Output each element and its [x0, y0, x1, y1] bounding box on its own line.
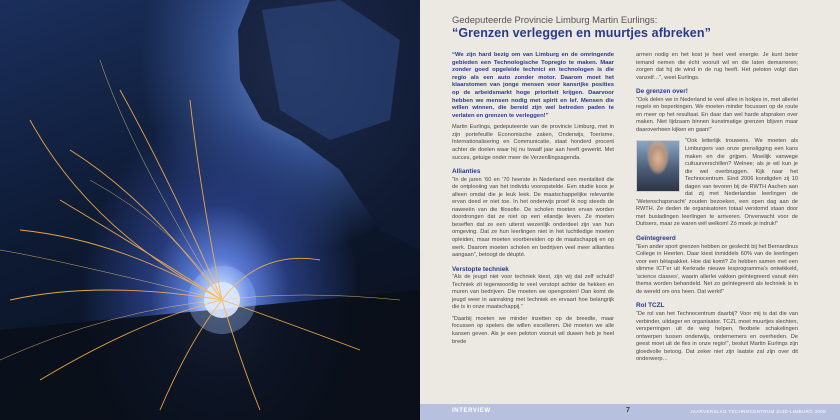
heading-de-grenzen-over: De grenzen over!: [636, 88, 688, 96]
article-column-2: [636, 52, 798, 368]
paragraph-grenzen: “Ook delen we in Nederland te veel alles in hokjes in, met allerlei regels en beperkingen. We moeten minder focussen op de route en meer op het resultaat. En daar dan wel harde afspraken over maken. Niet lijdzaam binnen kunstmatige grenzen blijven maar daaroverheen kijken en gaan!”: [636, 96, 798, 133]
footer-publication: JAARVERSLAG TECHNOCENTRUM ZUID-LIMBURG 2006: [690, 409, 826, 414]
heading-geintegreerd: Geïntegreerd: [636, 235, 676, 243]
article-column-1: [452, 52, 614, 350]
paragraph-geintegreerd: “Een ander sport grenzen hebben ze geslecht bij het Bernardinus College in Heerlen. Daar kiest inmiddels 60% van de leerlingen voor een bètapakket. Hoe dat komt? Ze hebben samen met een slimme ICT’er uit Kerkrade nieuwe lesprogramma’s ontwikkeld, ‘science classes’, waarin allerlei vakken geïntegreerd vanuit één thema worden behandeld. Net zo geïntegreerd als techniek is in de wereld om ons heen. Dat werkt!”: [636, 243, 798, 295]
intro-paragraph: Martin Eurlings, gedeputeerde van de provincie Limburg, met in zijn portefeuille Economische zaken, Onderwijs, Toerisme, Internationalisering en Communicatie, staat honderd procent achter de doelen waar hij nu twaalf jaar aan heeft gewerkt. Met succes, getuige onder meer de Verzenllingsagenda.: [452, 124, 614, 161]
article-page: [420, 0, 840, 420]
paragraph-rol-tczl: “De rol van het Technocentrum daarbij? Voor mij is dat die van verbinder, uitdager en organisator. TCZL moet muurtjes slechten, versperringen uit de weg helpen, flexibele schakelingen ontwerpen tussen onderwijs, ondernemers en overheden. De geest moet uit de fles in onze regio!”, besluit Martin Eurlings zijn gloedvolle betoog. Dat zeker niet zijn laatste zal zijn over dit onderwerp…: [636, 310, 798, 363]
lead-paragraph: “We zijn hard bezig om van Limburg en de omringende gebieden een Technologische Topregio te maken. Maar zonder goed opgeleide technici en technologen is die regio als een auto zonder motor. Daarom moet het klaarstomen van jonge mensen voor kansrijke posities op de arbeidsmarkt hoge prioriteit krijgen. Daarvoor hebben we mensen nodig met spirit en lef. Mensen die willen winnen, die bereid zijn wel betreden paden te verlaten en grenzen te verleggen!”: [452, 52, 614, 119]
article-title: “Grenzen verleggen en muurtjes afbreken”: [452, 26, 711, 40]
paragraph-verstopte-techniek: “Als de jeugd niet voor techniek kiest, zijn wij dat zelf schuld! Techniek zit tegenwoordig te veel verstopt achter de hekken en muren van bedrijven. Die moeten we opengooien! Dan komt de jeugd weer in aanraking met techniek en ervaart hoe belangrijk die is in onze maatschappij.”: [452, 274, 614, 311]
page-footer: [420, 404, 840, 420]
heading-allianties: Allianties: [452, 168, 481, 176]
paragraph-col2-top: armen nodig en het kost je heel veel energie. Je kunt beter iemand nemen die écht vooruit wil en die laten demarreren; zorgen dat hij de wind in de rug heeft. Het peloton volgt dan vanzelf…”, weet Eurlings.: [636, 52, 798, 81]
heading-rol-tczl: Rol TCZL: [636, 302, 665, 310]
heading-verstopte-techniek: Verstopte techniek: [452, 265, 509, 273]
footer-section-label: INTERVIEW: [452, 408, 491, 414]
paragraph-verstopte-techniek-2: “Daarbij moeten we minder inzetten op de breedte, maar focussen op spelers die willen excelleren. Dié moeten we alle kansen geven. Als je een peloton vooruit wil duwen heb je heel brede: [452, 315, 614, 345]
article-kicker: Gedeputeerde Provincie Limburg Martin Eurlings:: [452, 14, 658, 25]
page-number: 7: [626, 407, 630, 414]
paragraph-grenzen-2-text: “Ook letterlijk trouwens. We moeten als Limburgers van onze grensligging een kans maken en die grijpen. Moeilijk vanwege cultuurverschillen? Welnee; als je wil kun je die wel overbruggen. Kijk naar het Technocentrum. Eind 2006 kondigden zij 10 dagen van tevoren bij de RWTH Aachen aan dat zij met Nederlandse leerlingen de ‘Wetenschapsnacht’ zouden bezoeken, een open dag aan de RWTH. Ze deden de organisatoren totaal verstomd staan door met busladingen leerlingen te arriveren. Onverwacht voor de Duitsers, maar ze waren wél welkom! Zó moek je indruk!”: [636, 138, 798, 228]
paragraph-allianties: “In de jaren ’60 en ’70 heerste in Nederland een mentaliteit die de ontplooiing van het individu vooropstelde. Een studie koos je alleen omdat die je leuk leek. De maatschappelijke relevantie ervan deed er niet toe. In het onderwijs proef ik nog steeds de naweeën van die filosofie. De scholen moeten ervan worden doordrongen dat ze niet op een eilandje leven. Ze moeten beseffen dat ze een uiterst wezenlijk onderdeel zijn van hun omgeving. Dat ze hun leerlingen niet in het luchtledige moeten opleiden, maar moeten voorbereiden op de maatschappij en op werk. Daarom moeten scholen en bedrijven veel meer allianties aangaan”, betoogt de déupté.: [452, 176, 614, 259]
portrait-photo: [636, 140, 680, 192]
paragraph-grenzen-2: [636, 138, 798, 229]
